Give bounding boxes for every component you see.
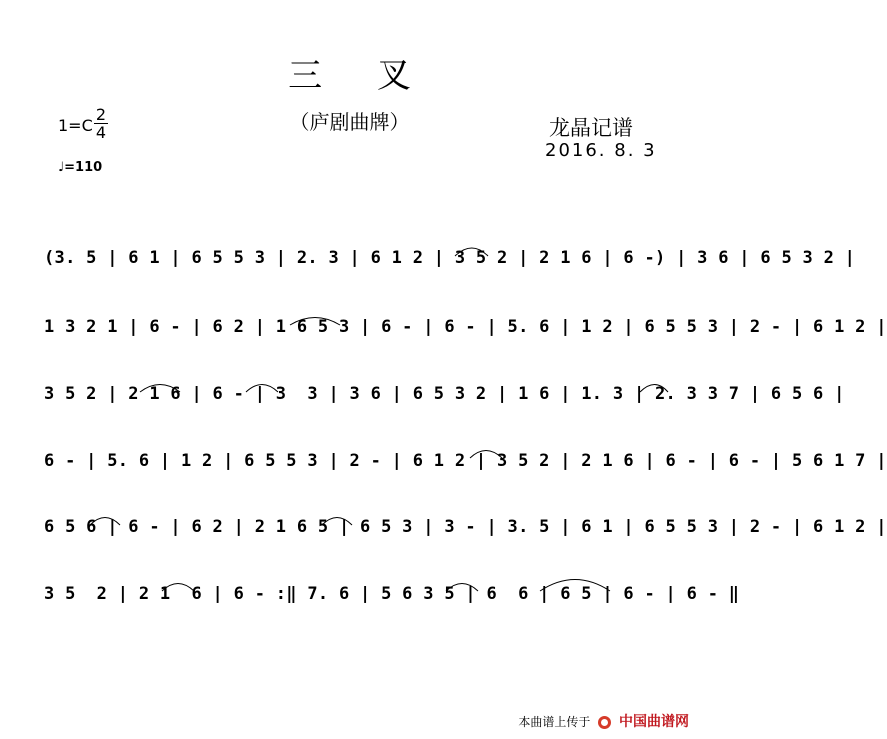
score-row-1: (3. 5 | 6 1 | 6 5 5 3 | 2. 3 | 6 1 2 | 3 5 2 | 2 1 6 | 6 -) | 3 6 | 6 5 3 2 |	[44, 248, 856, 268]
footer-brand[interactable]: 中国曲谱网	[619, 714, 689, 730]
score-title: 三 叉	[288, 56, 433, 96]
slur-mark	[290, 318, 340, 326]
key-signature: 1=C	[58, 116, 93, 135]
footer-credit	[518, 711, 689, 731]
slur-mark	[540, 580, 610, 592]
slur-mark	[470, 451, 502, 459]
time-signature-bottom: 4	[95, 123, 107, 142]
footer-upload-text: 本曲谱上传于	[518, 715, 591, 729]
transcriber: 龙晶记谱	[549, 116, 633, 140]
score-row-2: 1 3 2 1 | 6 - | 6 2 | 1 6 5 3 | 6 - | 6 - | 5. 6 | 1 2 | 6 5 5 3 | 2 - | 6 1 2 |	[44, 317, 887, 337]
slur-mark	[90, 518, 120, 526]
transcription-date: 2016. 8. 3	[545, 140, 657, 161]
slur-mark	[455, 248, 488, 256]
slur-mark	[446, 584, 478, 592]
score-row-4: 6 - | 5. 6 | 1 2 | 6 5 5 3 | 2 - | 6 1 2 | 3 5 2 | 2 1 6 | 6 - | 6 - | 5 6 1 7 |	[44, 451, 887, 471]
time-signature-top: 2	[95, 105, 107, 124]
site-logo-icon	[598, 716, 611, 729]
score-row-5: 6 5 6 | 6 - | 6 2 | 2 1 6 5 | 6 5 3 | 3 - | 3. 5 | 6 1 | 6 5 5 3 | 2 - | 6 1 2 |	[44, 517, 887, 537]
slur-mark	[246, 385, 278, 393]
slur-mark	[640, 385, 668, 393]
slur-mark	[140, 385, 180, 393]
slur-mark	[322, 518, 352, 526]
slur-mark	[162, 584, 194, 592]
score-row-3: 3 5 2 | 2 1 6 | 6 - | 3 3 | 3 6 | 6 5 3 2 | 1 6 | 1. 3 | 2. 3 3 7 | 6 5 6 |	[44, 384, 845, 404]
tempo-marking: ♩=110	[58, 160, 103, 175]
score-subtitle: （庐剧曲牌）	[289, 110, 410, 134]
score-row-6: 3 5 2 | 2 1 6 | 6 - :‖ 7. 6 | 5 6 3 5 | 6 6 | 6 5 | 6 - | 6 - ‖	[44, 584, 740, 604]
